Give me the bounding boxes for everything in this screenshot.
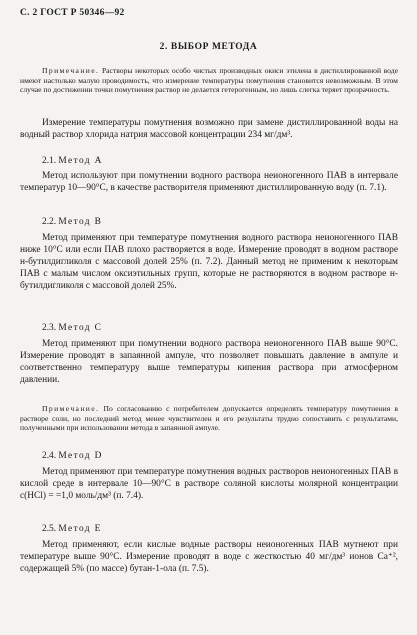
method-d-heading — [42, 451, 103, 461]
method-e-name: Метод Е — [58, 524, 102, 534]
method-b-heading — [42, 217, 102, 227]
method-a-heading — [42, 156, 103, 166]
method-e-text: Метод применяют, если кислые водные растворы неионогенных ПАВ мутнеют при температуре выше 90°С. Измерение проводят в воде с жесткостью 40 мг/дм³ ионов Са⁺², содержащей 5% (по массе) бутан-1-ола (п. 7.5). — [20, 540, 398, 575]
method-a-number: 2.1. — [42, 156, 57, 166]
note-1-label: Примечание. — [42, 66, 100, 75]
note-2-label: Примечание. — [42, 404, 100, 413]
method-e-number: 2.5. — [42, 524, 57, 534]
method-a-text: Метод используют при помутнении водного раствора неионогенного ПАВ в интервале температур 10—90°С, в качестве растворителя применяют дистиллированную воду (п. 7.1). — [20, 171, 398, 194]
note-1 — [20, 66, 398, 95]
method-b-name: Метод В — [58, 217, 103, 227]
intro-paragraph: Измерение температуры помутнения возможно при замене дистиллированной воды на водный раствор хлорида натрия массовой концентрации 234 мг/дм³. — [20, 118, 398, 141]
method-c-number: 2.3. — [42, 323, 57, 333]
running-header: С. 2 ГОСТ Р 50346—92 — [20, 8, 125, 18]
method-a-name: Метод А — [58, 156, 103, 166]
method-b-text: Метод применяют при температуре помутнения водного раствора неионогенного ПАВ ниже 10°С или если ПАВ плохо растворяется в воде. Измерение проводят в водном растворе н-бутилдигликоля с массовой долей 25% (п. 7.2). Данный метод не применим к некоторым ПАВ с малым числом оксиэтильных групп, которые не растворяются в водном растворе н-бутилдигликоля с массовой долей 25%. — [20, 233, 398, 292]
note-2-text: По согласованию с потребителем допускается определять температуру помутнения в растворе соли, но последний метод менее чувствителен и его результаты трудно сопоставить с результатами, полученными при использовании метода в запаянной ампуле. — [20, 404, 398, 433]
method-c-text: Метод применяют при помутнении водного раствора неионогенного ПАВ выше 90°С. Измерение проводят в запаянной ампуле, что позволяет повышать давление в ампуле и соответственно температуру выше температуры кипения раствора при атмосферном давлении. — [20, 339, 398, 386]
method-d-text: Метод применяют при температуре помутнения водных растворов неионогенных ПАВ в кислой среде в интервале 10—90°С в растворе соляной кислоты молярной концентрации с(HCl) = =1,0 моль/дм³ (п. 7.4). — [20, 467, 398, 502]
method-e-heading — [42, 524, 102, 534]
section-title: 2. ВЫБОР МЕТОДА — [159, 42, 258, 52]
method-d-number: 2.4. — [42, 451, 57, 461]
method-c-heading — [42, 323, 102, 333]
note-2 — [20, 404, 398, 433]
method-c-name: Метод С — [58, 323, 103, 333]
note-1-text: Растворы некоторых особо чистых производных окиси этилена в дистиллированной воде имеют настолько малую проводимость, что измерение температуры помутнения становится невозможным. В этом случае по достижении точки помутнения раствор не делается гетерогенным, но лишь слегка теряет прозрачность. — [20, 66, 398, 95]
method-b-number: 2.2. — [42, 217, 57, 227]
method-d-name: Метод D — [58, 451, 103, 461]
